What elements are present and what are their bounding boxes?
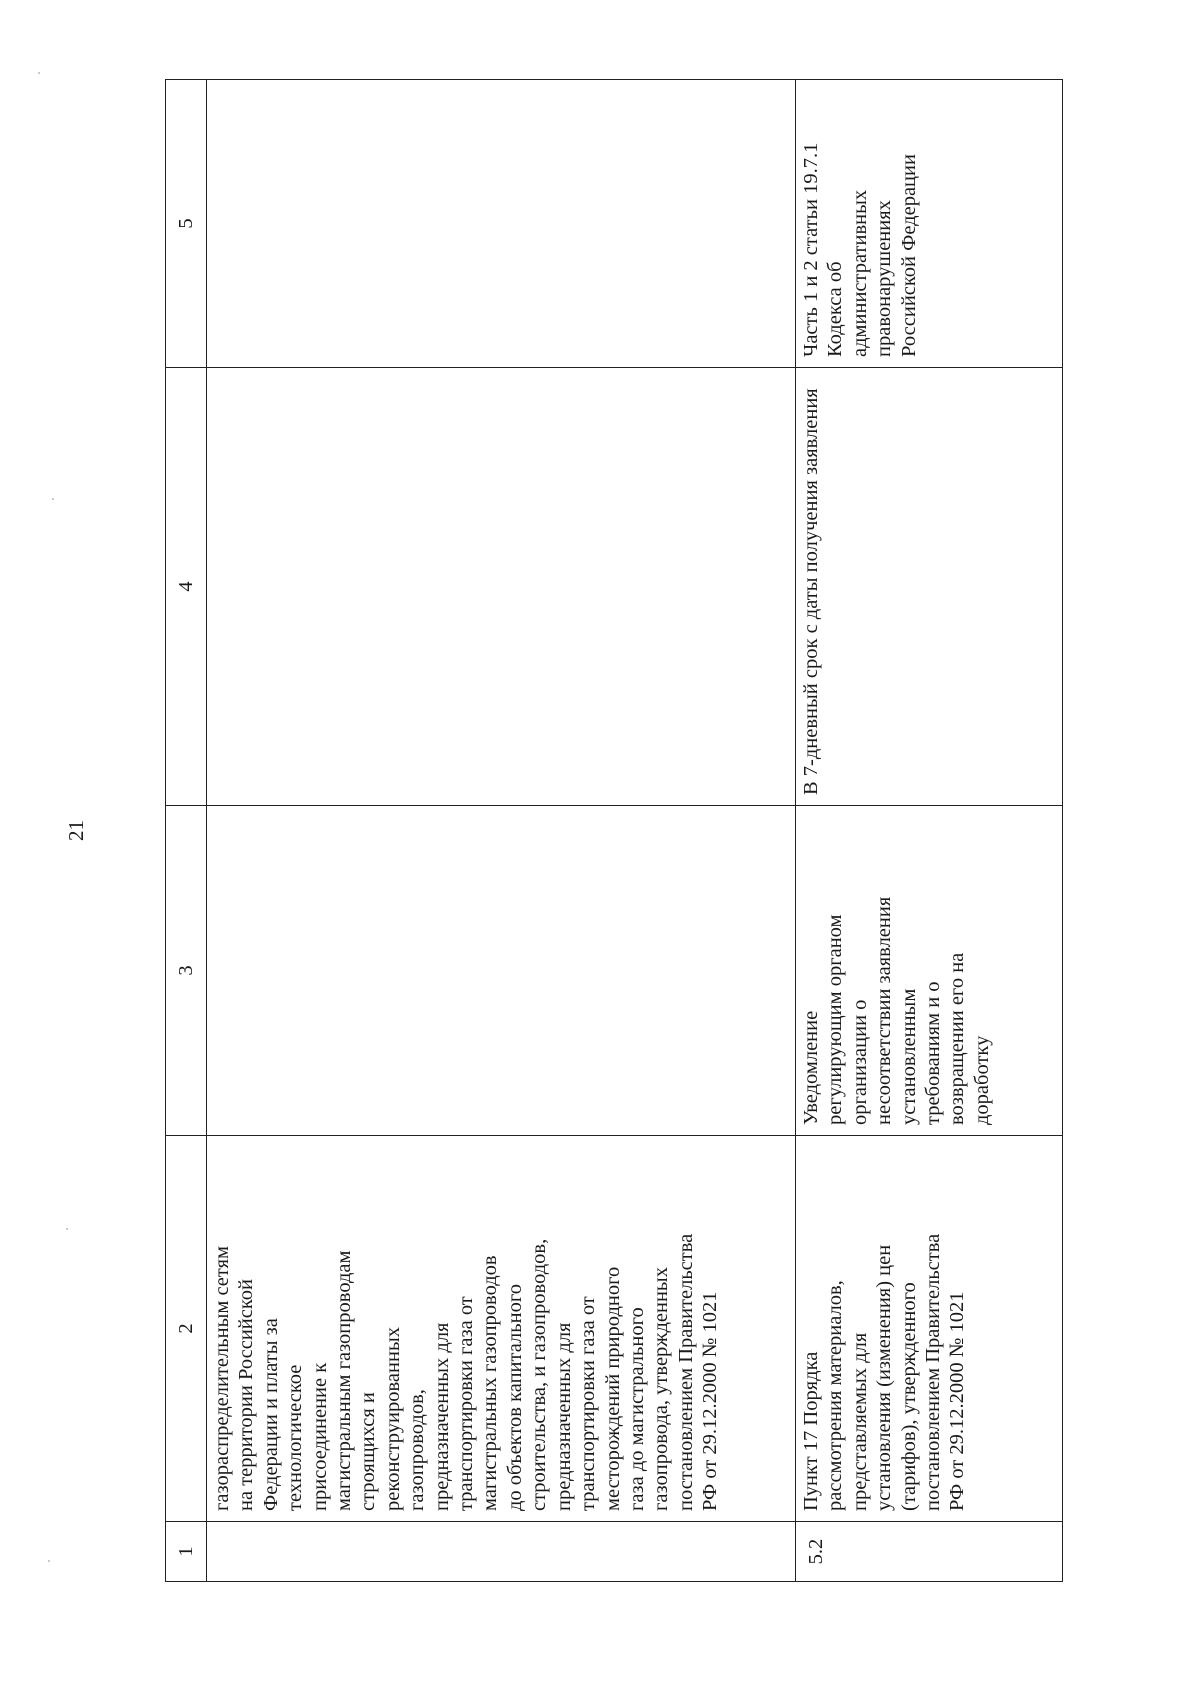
scan-speck (66, 1228, 68, 1230)
deadline-cell (796, 368, 1063, 806)
regulation-table (165, 79, 1063, 1582)
liability-cell (796, 80, 1063, 368)
scan-speck (52, 498, 54, 500)
table-row (796, 80, 1063, 1582)
regulation-table-wrapper (165, 80, 1063, 1582)
action-text: Уведомление регулирующим органом организации о несоответствии заявления установленным требованиям и о возвращении его на доработку (800, 896, 993, 1125)
legal-basis-cell (207, 1136, 796, 1522)
column-header-1: 1 (166, 1522, 207, 1582)
liability-text: Часть 1 и 2 статьи 19.7.1 Кодекса об административных правонарушениях Российской Федерации (800, 142, 920, 357)
action-cell (796, 806, 1063, 1136)
scan-speck (38, 72, 40, 74)
column-header-2: 2 (166, 1136, 207, 1522)
scan-speck (48, 1560, 50, 1562)
action-cell (207, 806, 796, 1136)
row-number-cell: 5.2 (796, 1522, 1063, 1582)
deadline-text: В 7-дневный срок с даты получения заявления (800, 388, 822, 795)
deadline-cell (207, 368, 796, 806)
legal-basis-text: Пункт 17 Порядка рассмотрения материалов, представляемых для установления (изменения) цен (тарифов), утвержденного постановлением Правительства РФ от 29.12.2000 № 1021 (800, 1233, 969, 1511)
table-header-row (166, 80, 207, 1582)
legal-basis-text: газораспределительным сетям на территории Российской Федерации и платы за технологическое присоединение к магистральным газопроводам строящихся и реконструированных газопроводов, предназначенных для транспортировки газа от магистральных газопроводов до объектов капитального строительства, и газопроводов, предназначенных для транспортировки газа от месторождений природного газа до магистрального газопровода, утвержденных постановлением Правительства РФ от 29.12.2000 № 1021 (211, 1233, 722, 1511)
legal-basis-cell (796, 1136, 1063, 1522)
column-header-3: 3 (166, 806, 207, 1136)
row-number-cell (207, 1522, 796, 1582)
column-header-4: 4 (166, 368, 207, 806)
table-row (207, 80, 796, 1582)
column-header-5: 5 (166, 80, 207, 368)
page-number: 21 (64, 820, 88, 841)
liability-cell (207, 80, 796, 368)
